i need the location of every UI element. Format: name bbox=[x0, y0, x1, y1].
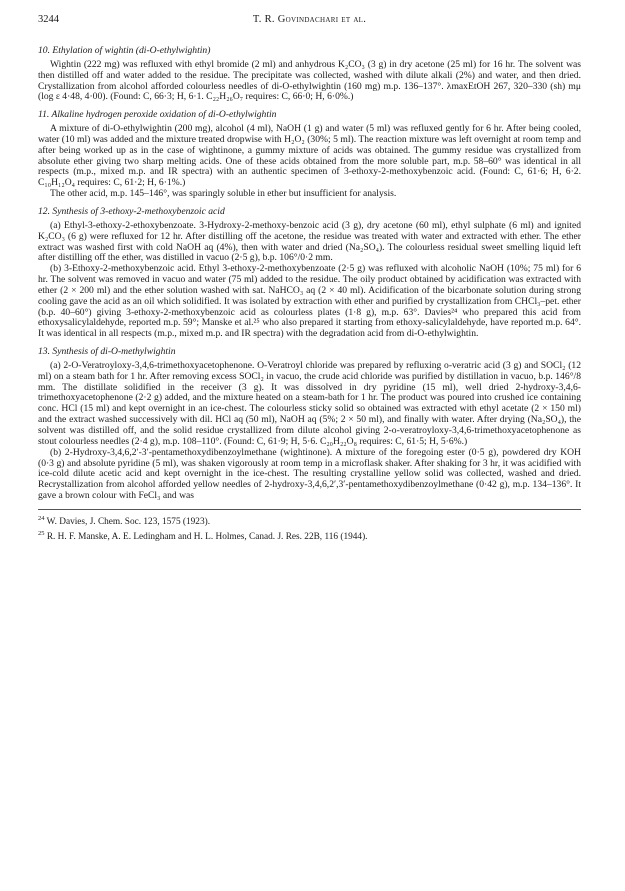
footnotes bbox=[38, 513, 581, 543]
paragraph: The other acid, m.p. 145–146°, was sparingly soluble in ether but insufficient for analysis. bbox=[50, 188, 397, 200]
footnote-text: R. H. F. Manske, A. E. Ledingham and H. L. Holmes, Canad. J. Res. 22B, 116 (1944). bbox=[46, 532, 368, 543]
paragraph: (a) 2-O-Veratroyloxy-3,4,6-trimethoxyacetophenone. O-Veratroyl chloride was prepared by refluxing o-veratric acid (3 g) and SOCl₂ (12 ml) on a steam bath for 1 hr. After removing excess SOCl₂ in vacuo, the crude acid chloride was purified by distillation in vacuo, b.p. 146°/8 mm. The distillate solidified in the receiver (3 g). It was dissolved in dry pyridine (15 ml), well dried 2-hydroxy-3,4,6-trimethoxyacetophenone (2·2 g) added, and the mixture heated on a steam-bath for 1 hr. The product was poured into crushed ice containing conc. HCl (15 ml) and kept overnight in an ice-chest. The colourless sticky solid so obtained was extracted with ethyl acetate (2 × 150 ml) and the extract washed successively with dil. HCl aq (50 ml), NaOH aq (5%; 2 × 50 ml), and finally with water. After drying (Na₂SO₄), the solvent was distilled off, and the solid residue crystallized from dilute alcohol giving 2-o-veratroyloxy-3,4,6-trimethoxyacetophenone as stout colourless needles (2·4 g), m.p. 108–110°. (Found: C, 61·9; H, 5·6. C₂₀H₂₂O₈ requires: C, 61·5; H, 5·6%.) bbox=[38, 359, 581, 447]
page-header bbox=[38, 14, 581, 30]
paragraph: (b) 3-Ethoxy-2-methoxybenzoic acid. Ethyl 3-ethoxy-2-methoxybenzoate (2·5 g) was refluxed with alcoholic NaOH (10%; 75 ml) for 6 hr. The solvent was removed in vacuo and water (75 ml) added to the residue. The oily product obtained by acidification was extracted with ether (2 × 200 ml) and the ether solution washed with sat. NaHCO₃ aq (2 × 40 ml). Acidification of the bicarbonate solution during strong cooling gave the acid as an oil which solidified. It was isolated by extraction with ether and purified by crystallization from CHCl₃–pet. ether (b.p. 40–60°) giving 3-ethoxy-2-methoxybenzoic acid as colourless plates (1·8 g), m.p. 63°. Davies²⁴ who prepared this acid from ethoxysalicylaldehyde, reported m.p. 59°; Manske et al.²⁵ who also prepared it starting from ethoxy-salicylaldehyde, have reported m.p. 64°. It was identical in all respects (m.p., mixed m.p. and IR spectra) with the degradation acid from di-O-ethylwightin. bbox=[38, 263, 581, 340]
paragraph: Wightin (222 mg) was refluxed with ethyl bromide (2 ml) and anhydrous K₂CO₃ (3 g) in dry acetone (25 ml) for 16 hr. The solvent was then distilled off and water added to the residue. The precipitate was collected, washed with dilute alkali (2%) and water, and then dried. Crystallization from alcohol afforded colourless needles of di-O-ethylwightin (160 mg) m.p. 136–137°. λmaxEtOH 267, 320–330 (sh) mμ (log ε 4·48, 4·00). (Found: C, 66·3; H, 6·1. C₂₂H₂₆O₇ requires: C, 66·0; H, 6·0%.) bbox=[38, 58, 581, 103]
footnote-mark: 24 bbox=[38, 514, 45, 522]
paragraph: A mixture of di-O-ethylwightin (200 mg), alcohol (4 ml), NaOH (1 g) and water (5 ml) was refluxed gently for 6 hr. After being cooled, water (10 ml) was added and the mixture treated dropwise with H₂O₂ (30%; 5 ml). The reaction mixture was left overnight at room temp and after being worked up as in the case of wightinone, a gummy mixture of acids was obtained. The gummy residue was crystallized from absolute ether giving two sharp melting acids. One of these acids obtained from the more soluble part, m.p. 58–60° was identical in all respects (m.p., mixed m.p. and IR spectra) with an authentic specimen of 3-ethoxy-2-methoxybenzoic acid. (Found: C, 61·6; H, 6·2. C₁₀H₁₂O₄ requires: C, 61·2; H, 6·1%.) bbox=[38, 123, 581, 189]
section-13 bbox=[38, 347, 581, 502]
section-11 bbox=[38, 110, 581, 200]
section-title: 11. Alkaline hydrogen peroxide oxidation of di-O-ethylwightin bbox=[38, 109, 277, 121]
section-title: 10. Ethylation of wightin (di-O-ethylwightin) bbox=[38, 45, 211, 56]
running-head-authors: T. R. Govindachari et al. bbox=[252, 14, 367, 25]
footnote-text: W. Davies, J. Chem. Soc. 123, 1575 (1923). bbox=[46, 517, 211, 527]
footnote-divider bbox=[38, 509, 581, 510]
article-body bbox=[38, 46, 581, 543]
page-number: 3244 bbox=[38, 14, 59, 25]
paragraph: (b) 2-Hydroxy-3,4,6,2′-3′-pentamethoxydibenzoylmethane (wightinone). A mixture of the foregoing ester (0·5 g), powdered dry KOH (0·3 g) and absolute pyridine (5 ml), was shaken vigorously at room temp in a microflask shaker. After shaking for 3 hr, it was acidified with ice-cold dilute acetic acid and kept overnight in the ice-chest. The resulting crystalline yellow solid was collected, washed and dried. Recrystallization from alcohol afforded yellow needles of 2-hydroxy-3,4,6,2′,3′-pentamethoxydibenzoylmethane (0·42 g), m.p. 134–136°. It gave a brown colour with FeCl₃ and was bbox=[38, 446, 581, 502]
section-10 bbox=[38, 46, 581, 103]
footnote-25 bbox=[38, 528, 581, 543]
footnote-24 bbox=[38, 513, 581, 528]
paragraph: (a) Ethyl-3-ethoxy-2-ethoxybenzoate. 3-Hydroxy-2-methoxy-benzoic acid (3 g), dry acetone (60 ml), ethyl sulphate (6 ml) and ignited K₂CO₃ (6 g) were refluxed for 12 hr. After distilling off the acetone, the residue was treated with water and extracted with ether. The ether extract was washed first with cold NaOH aq (4%), then with water and dried (Na₂SO₄). The colourless residual sweet smelling liquid left after distilling off the ether, was distilled in vacuo (2·5 g), b.p. 106°/0·2 mm. bbox=[38, 219, 581, 264]
section-12 bbox=[38, 207, 581, 340]
footnote-mark: 25 bbox=[38, 530, 45, 537]
section-title: 13. Synthesis of di-O-methylwightin bbox=[38, 346, 176, 358]
running-head bbox=[38, 14, 581, 25]
section-title: 12. Synthesis of 3-ethoxy-2-methoxybenzoic acid bbox=[38, 205, 225, 217]
